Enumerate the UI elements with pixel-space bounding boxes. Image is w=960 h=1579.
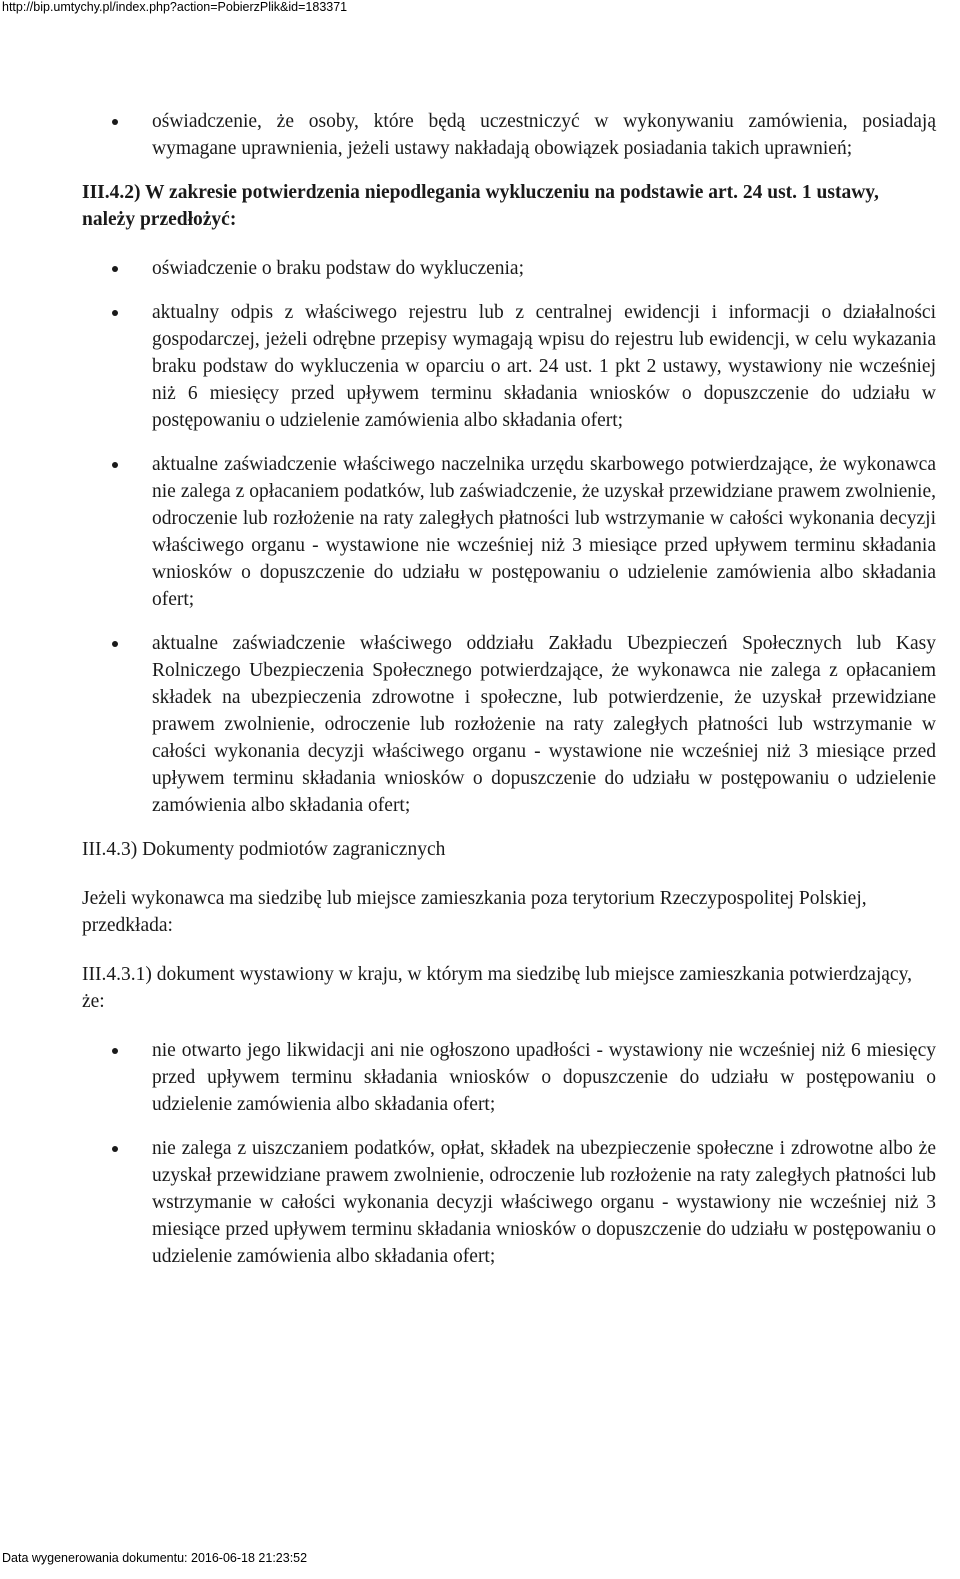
paragraph-foreign-contractor: Jeżeli wykonawca ma siedzibę lub miejsce zamieszkania poza terytorium Rzeczypospolitej Polskiej, przedkłada: <box>82 888 867 936</box>
list-item: aktualne zaświadczenie właściwego oddziału Zakładu Ubezpieczeń Społecznych lub Kasy Rolniczego Ubezpieczenia Społecznego potwierdzające, że wykonawca nie zalega z opłacaniem składek na ubezpieczenia zdrowotne i społeczne, lub potwierdzenie, że uzyskał przewidziane prawem zwolnienie, odroczenie lub rozłożenie na raty zaległych płatności lub wstrzymanie w całości wykonania decyzji właściwego organu - wystawione nie wcześniej niż 3 miesiące przed upływem terminu składania wniosków o dopuszczenie do udziału w postępowaniu o udzielenie zamówienia albo składania ofert; <box>82 630 936 819</box>
bullet-list-2 <box>82 255 936 819</box>
bullet-list-1 <box>82 108 936 162</box>
list-item: aktualny odpis z właściwego rejestru lub z centralnej ewidencji i informacji o działalności gospodarczej, jeżeli odrębne przepisy wymagają wpisu do rejestru lub ewidencji, w celu wykazania braku podstaw do wykluczenia w oparciu o art. 24 ust. 1 pkt 2 ustawy, wystawiony nie wcześniej niż 6 miesięcy przed upływem terminu składania wniosków o dopuszczenie do udziału w postępowaniu o udzielenie zamówienia albo składania ofert; <box>82 299 936 434</box>
list-item: nie zalega z uiszczaniem podatków, opłat, składek na ubezpieczenie społeczne i zdrowotne albo że uzyskał przewidziane prawem zwolnienie, odroczenie lub rozłożenie na raty zaległych płatności lub wstrzymanie w całości wykonania decyzji właściwego organu - wystawiony nie wcześniej niż 3 miesiące przed upływem terminu składania wniosków o dopuszczenie do udziału w postępowaniu o udzielenie zamówienia albo składania ofert; <box>82 1135 936 1270</box>
bullet-list-3 <box>82 1037 936 1270</box>
generation-date-footer: Data wygenerowania dokumentu: 2016-06-18 21:23:52 <box>2 1551 308 1565</box>
list-item: nie otwarto jego likwidacji ani nie ogłoszono upadłości - wystawiony nie wcześniej niż 6 miesięcy przed upływem terminu składania wniosków o dopuszczenie do udziału w postępowaniu o udzielenie zamówienia albo składania ofert; <box>82 1037 936 1118</box>
section-heading-III-4-3: III.4.3) Dokumenty podmiotów zagranicznych <box>82 839 446 860</box>
section-heading-III-4-2: III.4.2) W zakresie potwierdzenia niepodlegania wykluczeniu na podstawie art. 24 ust. 1 ustawy, należy przedłożyć: <box>82 182 879 230</box>
list-item: oświadczenie o braku podstaw do wykluczenia; <box>82 255 936 282</box>
list-item: oświadczenie, że osoby, które będą uczestniczyć w wykonywaniu zamówienia, posiadają wymagane uprawnienia, jeżeli ustawy nakładają obowiązek posiadania takich uprawnień; <box>82 108 936 162</box>
list-item: aktualne zaświadczenie właściwego naczelnika urzędu skarbowego potwierdzające, że wykonawca nie zalega z opłacaniem podatków, lub zaświadczenie, że uzyskał przewidziane prawem zwolnienie, odroczenie lub rozłożenie na raty zaległych płatności lub wstrzymanie w całości wykonania decyzji właściwego organu - wystawione nie wcześniej niż 3 miesiące przed upływem terminu składania wniosków o dopuszczenie do udziału w postępowaniu o udzielenie zamówienia albo składania ofert; <box>82 451 936 613</box>
page-url-header: http://bip.umtychy.pl/index.php?action=PobierzPlik&id=183371 <box>2 0 348 14</box>
document-body <box>82 108 936 1287</box>
section-heading-III-4-3-1: III.4.3.1) dokument wystawiony w kraju, w którym ma siedzibę lub miejsce zamieszkania potwierdzający, że: <box>82 964 912 1012</box>
